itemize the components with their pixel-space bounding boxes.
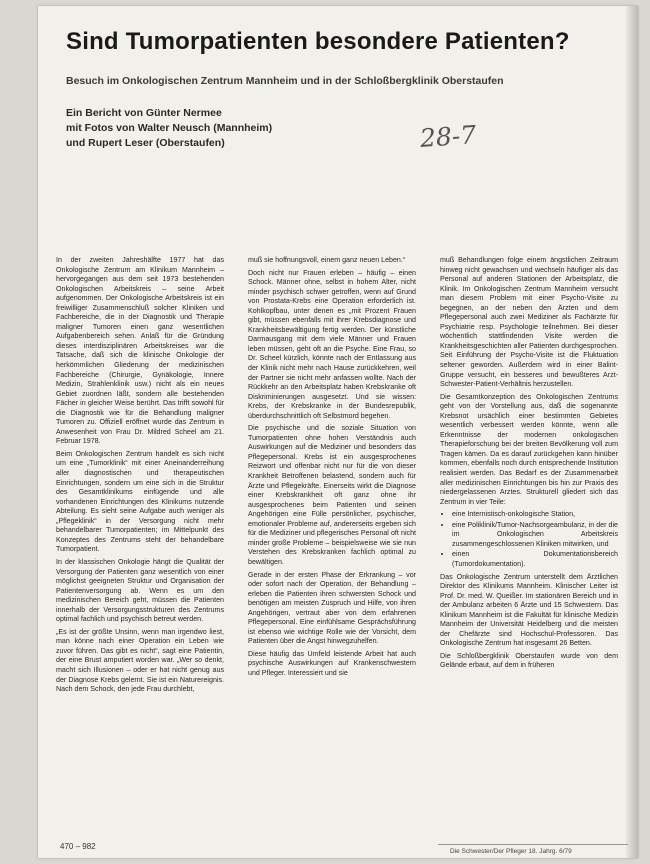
article-title: Sind Tumorpatienten besondere Patienten? (66, 28, 570, 55)
handwritten-note: 28-7 (419, 120, 478, 153)
paragraph: Diese häufig das Umfeld leistende Arbeit hat auch psychische Auswirkungen auf Krankenschwestern und Pfleger. Interessiert und sie (248, 649, 416, 677)
paragraph: Beim Onkologischen Zentrum handelt es sich nicht um eine „Tumorklinik“ mit einer Aneinanderreihung aller diagnostischen und therapeutischen Einrichtungen, sondern um eine sich in die Struktur des Gesamtklinikums einfügende und alle vorhandenen Einrichtungen des Klinikums nutzende Abteilung. Es sieht seine Aufgabe auch weniger als „Pflegeklinik“ in der Versorgung nicht mehr behandelbarer Tumorpatienten; im Mittelpunkt des Konzeptes des Zentrums steht der behandelbare Tumorpatient. (56, 449, 224, 554)
paragraph: Die Gesamtkonzeption des Onkologischen Zentrums geht von der Vorstellung aus, daß die sogenannte Krebsnot ursächlich einer bestimmten Gebietes wesentlich verbessert werden könnte, wenn alle Erkenntnisse der modernen onkologischen Therapieforschung bei der breiten Bevölkerung voll zum Tragen kämen. Da es darauf zurückgehen kann hinüber kommen, ebenfalls noch durch entsprechende Institution realisiert werden. Das Bedarf es der Zusammenarbeit aller medizinischen Einrichtungen bis hin zur Praxis des niedergelassenen Arztes. Strukturell gliedert sich das Zentrum in vier Teile: (440, 392, 618, 506)
article-subtitle: Besuch im Onkologischen Zentrum Mannheim und in der Schloßbergklinik Oberstaufen (66, 75, 504, 87)
paragraph: In der zweiten Jahreshälfte 1977 hat das Onkologische Zentrum am Klinikum Mannheim – hervorgegangen aus dem seit 1973 bestehenden Onkologischen Arbeitskreis – seine Arbeit aufgenommen. Der Onkologische Arbeitskreis ist ein freiwilliger Zusammenschluß solcher Kliniken und Fachbereiche, die in der Diagnostik und Therapie maligner Tumoren einen ganz wesentlichen Aufgabenbereich sehen. Anlaß für die Gründung dieses interdisziplinären Arbeitskreises war die Tatsache, daß sich die klinische Onkologie der herkömmlichen Gliederung der medizinischen Fachbereiche (Chirurgie, Gynäkologie, Innere Medizin, Strahlenklinik usw.) nicht als ein neues Gebiet zuordnen läßt, sondern alle bestehenden Fächer in gleicher Weise berührt. Das trifft sowohl für die Diagnostik wie für die Behandlung maligner Tumoren zu. Offiziell eröffnet wurde das Zentrum in Anwesenheit von Frau Dr. Mildred Scheel am 21. Februar 1978. (56, 256, 224, 446)
page-number: 470 – 982 (60, 842, 96, 851)
paragraph: muß sie hoffnungsvoll, einem ganz neuen Leben.“ (248, 256, 406, 264)
paragraph: Doch nicht nur Frauen erleben – häufig – einen Schock. Männer ohne, selbst in hohem Alter, nicht minder psychisch schwer getroffen, wenn auf Grund von Prostata-Krebs eine Operation erforderlich ist. Kohlkopfbau, unter denen es „mit Prozent Frauen gibt, müssen ebenfalls mit ihrer Krebsdiagnose und Krankheitsbewältigung fertig werden. Der künstliche Darmausgang mit dem viele Männer und Frauen leben müssen, geht oft an die Psyche. Eine Frau, so Dr. Scheel kürzlich, könnte nach der Entlassung aus der Klinik nicht mehr nach Hause zurückkehren, weil der Partner sie nicht mehr anfassen wollte. Nach der Rückkehr an den Arbeitsplatz haben Krebskranke oft Diskriminierungen ausgesetzt. Und sie wissen: Krebs, der Krebskranke in der Bundesrepublik, überdurchschnittlich oft Selbstmord begehen. (248, 268, 416, 420)
text-column-3 (440, 256, 618, 674)
journal-page (38, 6, 638, 858)
journal-footer: Die Schwester/Der Pfleger 18. Jahrg. 6/79 (450, 848, 572, 855)
list-item: • eine Poliklinik/Tumor-Nachsorgeambulanz, in der die im Onkologischen Arbeitskreis zusammengeschlossenen Kliniken mitwirken, und (452, 521, 618, 550)
byline-line: und Rupert Leser (Oberstaufen) (66, 137, 225, 149)
list-item: • eine Internistisch-onkologische Station, (452, 510, 618, 520)
structure-list (440, 510, 618, 569)
text-column-2 (248, 256, 416, 682)
page-fold-shadow (626, 6, 638, 858)
paragraph: Gerade in der ersten Phase der Erkrankung – vor oder sofort nach der Operation, der Behandlung – erleben die Patienten ihren schwersten Schock und benötigen am meisten Zuspruch und Hilfe, von ihren Angehörigen, vertraut aber von dem erfahrenen Pflegepersonal. Eine einfühlsame Gesprächsführung ist ebenso wie wichtige Rolle wie der Vorsicht, dem Patienten über die Angst hinwegzuhelfen. (248, 570, 416, 646)
footer-rule (438, 844, 628, 845)
paragraph: Die psychische und die soziale Situation von Tumorpatienten ohne hohen Verständnis auch Auswirkungen auf die Mediziner und besonders das Pflegepersonal. Krebs ist ein ausgesprochenes Reizwort und offenbar nicht nur für die von dieser Krankheit Betroffenen belastend, sondern auch für Ärzte und Pflegekräfte. Einerseits wirkt die Diagnose einer Krebskrankheit oft ganz ohne ihr ausgesprochenes beim Patienten und seinen Angehörigen eine Fülle persönlicher, psychischer, emotionaler Probleme auf, andererseits ergeben sich für die Mediziner und pflegerisches Personal oft nicht minder große Probleme – beispielsweise wie sie nun Verstehen des Krebskranken fachlich optimal zu bewältigen. (248, 424, 416, 566)
paragraph: In der klassischen Onkologie hängt die Qualität der Versorgung der Patienten ganz wesentlich von einer möglichst geeigneten Struktur und Organisation der Patientenversorgung ab. Wenn es um den medizinischen Bereich geht, müssen die Patienten innerhalb der Versorgungsstrukturen des Zentrums optimal fachlich und psychisch betreut werden. (56, 557, 224, 624)
byline-line: Ein Bericht von Günter Nermee (66, 107, 222, 119)
paragraph: „Es ist der größte Unsinn, wenn man irgendwo liest, man könne nach einer Operation ein Leben wie zuvor führen. Das gibt es nicht“, sagt eine Patientin, der eine Brust amputiert worden war. „Wer so denkt, macht sich Illusionen – oder er hat nicht genug aus der Diagnose Krebs gelernt. Sie ist ein Naturereignis. Nach dem Schock, den jede Frau durchlebt, (56, 627, 224, 694)
byline-line: mit Fotos von Walter Neusch (Mannheim) (66, 122, 273, 134)
paragraph: Die Schloßbergklinik Oberstaufen wurde von dem Gelände erbaut, auf dem in früheren (440, 651, 618, 670)
byline (66, 106, 272, 151)
paragraph: muß Behandlungen folge einem ängstlichen Zeitraum hinweg nicht gewachsen und wechseln häufiger als das Personal auf anderen Stationen der Arbeitsplatz, die Klinik. Im Onkologischen Zentrum Mannheim versucht man diesem Problem mit einer Psycho-Visite zu begegnen, an der neben den Ärzten und dem Pflegepersonal auch zwei Mediziner als Fachärzte für Psychiatrie resp. Psychologie teilnehmen. Bei dieser wöchentlich stattfindenden Visite werden die Krankheitsgeschichten aller Patienten durchgesprochen. Seit Einführung der Psycho-Visite ist die Fluktuation seltener geworden. Außerdem wird in einer Balint-Gruppe versucht, ein besseres und bewußteres Arzt-Schwester-Patient-Verhältnis herzustellen. (440, 256, 618, 389)
list-item: • einen Dokumentationsbereich (Tumordokumentation). (452, 550, 618, 569)
paragraph: Das Onkologische Zentrum unterstellt dem Ärztlichen Direktor des Klinikums Mannheim. Klinischer Leiter ist Prof. Dr. med. W. Queißer. Im stationären Bereich und in der Ambulanz arbeiten 6 Ärzte und 15 Schwestern. Das Klinikum Mannheim ist die Fakultät für klinische Medizin Mannheim der Universität Heidelberg und die meisten der Chefärzte sind Hochschul-Professoren. Das Onkologische Zentrum hat insgesamt 26 Betten. (440, 572, 618, 648)
text-column-1 (56, 256, 224, 698)
